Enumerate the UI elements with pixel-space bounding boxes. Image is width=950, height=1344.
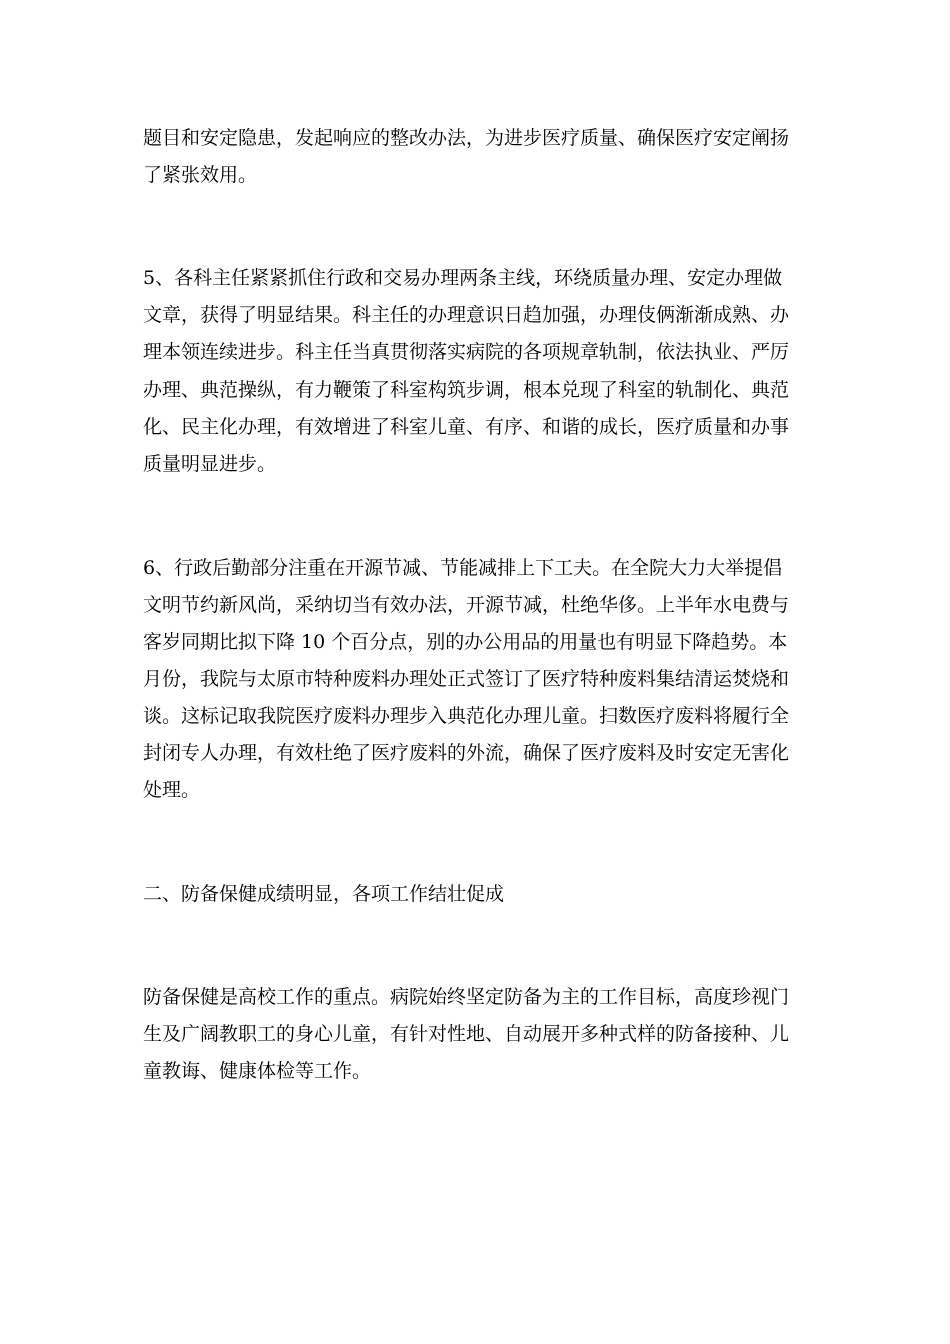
heading-line: 二、防备保健成绩明显，各项工作结壮促成: [143, 883, 505, 905]
paragraph-line: 题目和安定隐患，发起响应的整改办法，为进步医疗质量、确保医疗安定阐扬: [143, 127, 790, 149]
paragraph-line: 了紧张效用。: [143, 164, 258, 186]
paragraph-line: 化、民主化办理，有效增进了科室儿童、有序、和谐的成长，医疗质量和办事: [143, 416, 790, 438]
paragraph-line: 文章，获得了明显结果。科主任的办理意识日趋加强，办理伎俩渐渐成熟、办: [143, 304, 790, 326]
paragraph-line: 理本领连续进步。科主任当真贯彻落实病院的各项规章轨制，依法执业、严厉: [143, 341, 790, 363]
paragraph-line: 办理、典范操纵，有力鞭策了科室构筑步调，根本兑现了科室的轨制化、典范: [143, 379, 790, 401]
paragraph-line: 防备保健是高校工作的重点。病院始终坚定防备为主的工作目标，高度珍视门: [143, 986, 790, 1008]
paragraph-line: 处理。: [143, 779, 201, 801]
paragraph-line: 童教诲、健康体检等工作。: [143, 1060, 372, 1082]
paragraph-line: 5、各科主任紧紧抓住行政和交易办理两条主线，环绕质量办理、安定办理做: [143, 267, 783, 289]
paragraph-line: 月份，我院与太原市特种废料办理处正式签订了医疗特种废料集结清运焚烧和: [143, 668, 790, 690]
paragraph-line: 生及广阔教职工的身心儿童，有针对性地、自动展开多种式样的防备接种、儿: [143, 1023, 790, 1045]
paragraph-line: 6、行政后勤部分注重在开源节减、节能减排上下工夫。在全院大力大举提倡: [143, 557, 783, 579]
paragraph-line: 谈。这标记取我院医疗废料办理步入典范化办理儿童。扫数医疗废料将履行全: [143, 705, 790, 727]
paragraph-line: 客岁同期比拟下降 10 个百分点，别的办公用品的用量也有明显下降趋势。本: [143, 631, 788, 653]
paragraph-line: 封闭专人办理，有效杜绝了医疗废料的外流，确保了医疗废料及时安定无害化: [143, 742, 790, 764]
paragraph-line: 文明节约新风尚，采纳切当有效办法，开源节减，杜绝华侈。上半年水电费与: [143, 594, 790, 616]
paragraph-line: 质量明显进步。: [143, 453, 277, 475]
